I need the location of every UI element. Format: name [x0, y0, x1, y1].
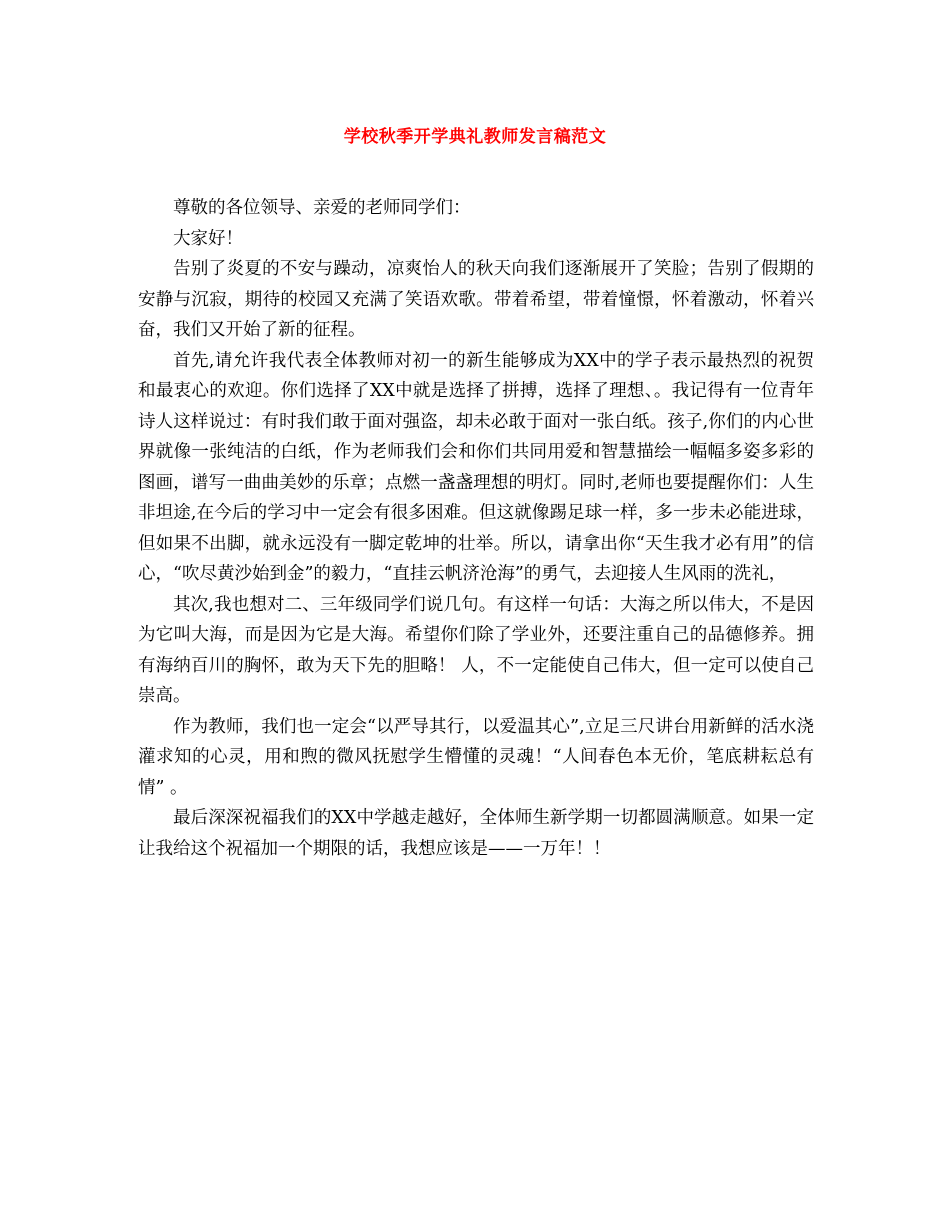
document-body — [138, 193, 814, 864]
paragraph: 作为教师，我们也一定会“以严导其行，以爱温其心”,立足三尺讲台用新鲜的活水浇灌求知的心灵，用和煦的微风抚慰学生懵懂的灵魂！“人间春色本无价，笔底耕耘总有情” 。 — [138, 716, 814, 798]
document-title: 学校秋季开学典礼教师发言稿范文 — [343, 127, 607, 147]
salutation: 尊敬的各位领导、亲爱的老师同学们： — [173, 198, 471, 218]
paragraph: 告别了炎夏的不安与躁动，凉爽怡人的秋天向我们逐渐展开了笑脸；告别了假期的安静与沉寂，期待的校园又充满了笑语欢歌。带着希望，带着憧憬，怀着激动，怀着兴奋，我们又开始了新的征程。 — [138, 259, 814, 340]
greeting: 大家好！ — [173, 228, 243, 249]
paragraph: 其次,我也想对二、三年级同学们说几句。有这样一句话：大海之所以伟大，不是因为它叫大海，而是因为它是大海。希望你们除了学业外，还要注重自己的品德修养。拥有海纳百川的胸怀，敢为天下先的胆略！ 人，不一定能使自己伟大，但一定可以使自己崇高。 — [138, 594, 814, 706]
paragraph: 首先,请允许我代表全体教师对初一的新生能够成为XX中的学子表示最热烈的祝贺和最衷心的欢迎。你们选择了XX中就是选择了拼搏，选择了理想、。我记得有一位青年诗人这样说过：有时我们敢于面对强盗，却未必敢于面对一张白纸。孩子,你们的内心世界就像一张纯洁的白纸，作为老师我们会和你们共同用爱和智慧描绘一幅幅多姿多彩的图画，谱写一曲曲美妙的乐章；点燃一盏盏理想的明灯。同时,老师也要提醒你们：人生非坦途,在今后的学习中一定会有很多困难。但这就像踢足球一样，多一步未必能进球，但如果不出脚，就永远没有一脚定乾坤的壮举。所以，请拿出你“天生我才必有用”的信心，“吹尽黄沙始到金”的毅力，“直挂云帆济沧海”的勇气，去迎接人生风雨的洗礼， — [138, 350, 814, 584]
paragraph: 最后深深祝福我们的XX中学越走越好，全体师生新学期一切都圆满顺意。如果一定让我给这个祝福加一个期限的话，我想应该是——一万年！！ — [138, 808, 814, 859]
